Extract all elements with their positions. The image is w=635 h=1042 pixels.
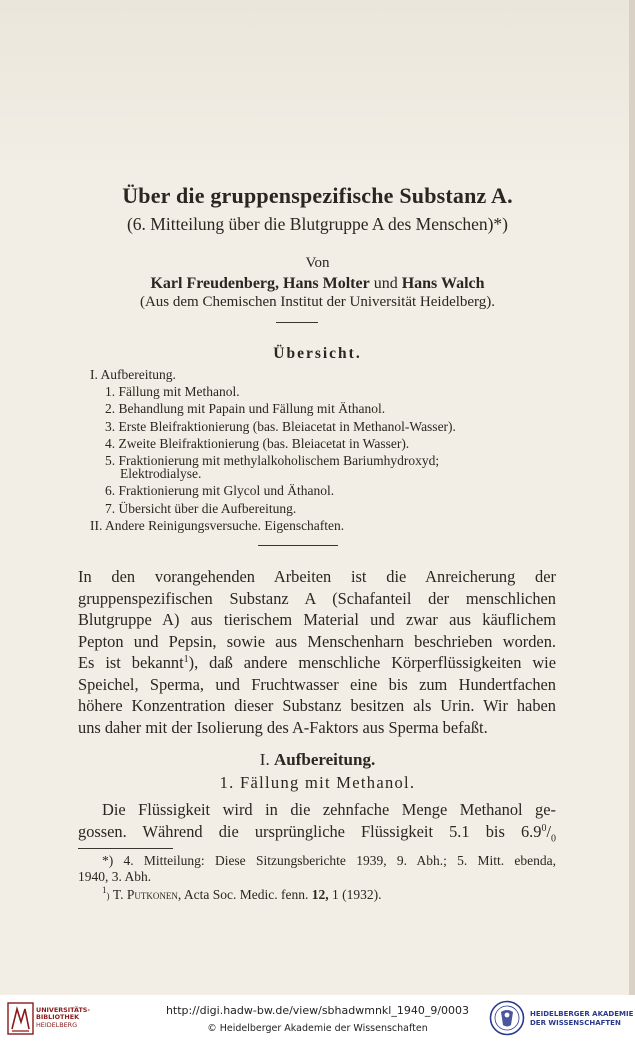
footnote-rule [78, 848, 173, 849]
logo-line: UNIVERSITÄTS- [36, 1006, 91, 1014]
section-number: I. [259, 750, 270, 769]
text-fragment: gossen. Während die ursprüngliche Flüssigkeit 5.1 bis 6.9 [78, 821, 542, 841]
academy-seal-icon [489, 1000, 525, 1036]
percent-sup: 0 [541, 822, 547, 834]
subsection-heading: 1. Fällung mit Methanol. [219, 773, 416, 792]
author-2: Hans Molter [283, 275, 370, 292]
divider [258, 545, 338, 546]
text-line: Speichel, Sperma, und Fruchtwasser eine bis zum Hundertfachen [78, 674, 556, 694]
logo-line: DER WISSENSCHAFTEN [530, 1018, 621, 1027]
toc-heading: Übersicht. [273, 345, 362, 362]
by-line: Von [305, 255, 330, 271]
article-subtitle: (6. Mitteilung über die Blutgruppe A des Menschen)*) [126, 214, 509, 234]
author-3: Hans Walch [401, 275, 485, 292]
section-heading [0, 750, 635, 770]
footnote-volume: 12, [311, 887, 329, 902]
institute: (Aus dem Chemischen Institut der Universität Heidelberg). [139, 294, 496, 310]
logo-line: HEIDELBERG [36, 1020, 78, 1029]
viewer-footer [0, 995, 635, 1042]
text-line: Die Flüssigkeit wird in die zehnfache Menge Methanol ge- [102, 800, 556, 819]
text-line [78, 821, 556, 850]
show-through-area [0, 0, 635, 175]
text-line: Blutgruppe A) aus tierischem Material und zwar aus käuflichem [78, 610, 556, 629]
text-line: In den vorangehenden Arbeiten ist die Anreicherung der [78, 567, 556, 586]
author-joiner: und [373, 275, 398, 292]
footnote-1 [78, 853, 556, 885]
text-fragment: ), daß andere menschliche Körperflüssigkeiten wie [188, 653, 556, 672]
toc-item: I. Aufbereitung. [90, 367, 176, 382]
section-title: Aufbereitung. [273, 750, 376, 769]
text-fragment: Es ist bekannt [78, 653, 184, 672]
divider [276, 322, 318, 323]
footnote-pages: 1 (1932). [331, 887, 382, 902]
footnote-mark: 1 [102, 885, 107, 895]
text-line: gruppenspezifischen Substanz A (Schafanteil der menschlichen [78, 588, 556, 608]
author-1: Karl Freudenberg, [150, 275, 280, 292]
percent-slash: / [546, 821, 551, 841]
toc-item: 5. Fraktionierung mit methylalkoholischem Bariumhydroxyd; [105, 453, 440, 469]
footnote-mark: *) [102, 853, 114, 868]
toc-item: 1. Fällung mit Methanol. [105, 384, 240, 400]
toc-item: II. Andere Reinigungsversuche. Eigenschaften. [90, 517, 345, 533]
paragraph-2 [78, 799, 556, 849]
toc-item: 6. Fraktionierung mit Glycol und Äthanol. [105, 483, 335, 499]
footnote-2: $^1$) T. Putkonen, Acta Soc. Medic. fenn. 12, 1 (1932). [102, 885, 382, 902]
toc-item: 2. Behandlung mit Papain und Fällung mit Äthanol. [105, 401, 386, 417]
footnote-journal: Acta Soc. Medic. fenn. [183, 887, 309, 902]
footnote-text: 1940, 3. Abh. [78, 869, 152, 884]
toc-item: Elektrodialyse. [120, 466, 202, 482]
percent-sub: 0 [551, 832, 556, 844]
text-line: höhere Konzentration dieser Substanz besitzen als Urin. Wir haben [78, 696, 556, 715]
text-line [78, 652, 556, 674]
footnote-marker: 1 [183, 654, 189, 665]
copyright-text: © Heidelberger Akademie der Wissenschaften [207, 1023, 428, 1034]
text-line: Pepton und Pepsin, sowie aus Menschenharn beschrieben worden. [78, 631, 556, 651]
footnote-author: T. Putkonen, [112, 887, 182, 902]
toc-item: 3. Erste Bleifraktionierung (bas. Bleiacetat in Methanol-Wasser). [105, 418, 456, 434]
article-title: Über die gruppenspezifische Substanz A. [122, 183, 513, 208]
permalink-link[interactable]: http://digi.hadw-bw.de/view/sbhadwmnkl_1940_9/0003 [165, 1004, 470, 1017]
intro-paragraph [78, 566, 556, 738]
academy-name [530, 1010, 633, 1027]
toc-item: 7. Übersicht über die Aufbereitung. [105, 500, 297, 516]
logo-line: HEIDELBERGER AKADEMIE [530, 1010, 634, 1018]
authors [0, 275, 635, 293]
footnote-text: 4. Mitteilung: Diese Sitzungsberichte 1939, 9. Abh.; 5. Mitt. ebenda, [123, 853, 557, 868]
table-of-contents [0, 366, 635, 534]
text-line: uns daher mit der Isolierung des A-Faktors aus Sperma befaßt. [78, 717, 488, 737]
logo-line: BIBLIOTHEK [36, 1013, 80, 1022]
toc-item: 4. Zweite Bleifraktionierung (bas. Bleiacetat in Wasser). [105, 435, 410, 451]
